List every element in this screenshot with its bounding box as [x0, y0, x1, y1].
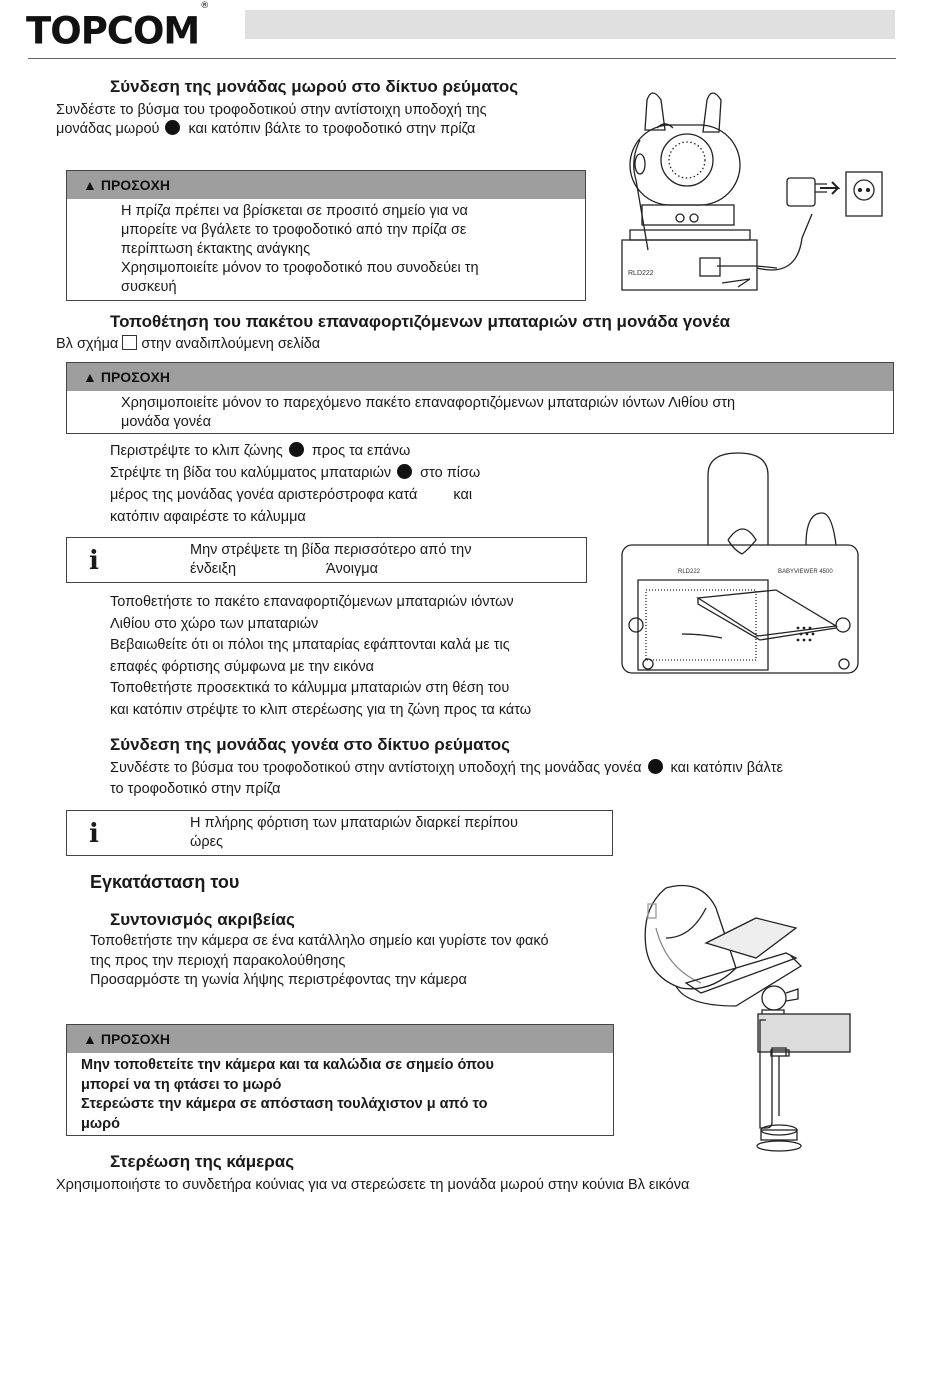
warning-header: ▲ ΠΡΟΣΟΧΗ — [67, 363, 893, 391]
warning-box — [66, 362, 894, 434]
info-text: Μην στρέψετε τη βίδα περισσότερο από την ένδειξη Άνοιγμα — [190, 542, 472, 577]
warning-text: Χρησιμοποιείτε μόνον το παρεχόμενο πακέτο επαναφορτιζόμενων μπαταριών ιόντων Λιθίου στη μονάδα γονέα — [121, 395, 736, 430]
step-text-block: Τοποθετήστε το πακέτο επαναφορτιζόμενων μπαταριών ιόντων Λιθίου στο χώρο των μπαταριών Βεβαιωθείτε ότι οι πόλοι της μπαταρίας εφάπτονται καλά με τις επαφές φόρτισης σύμφωνα με την εικόνα Τοποθετήστε προσεκτικά το κάλυμμα μπαταριών στη θέση του και κατόπιν στρέψτε το κλιπ στερέωσης για τη ζώνη προς τα κάτω — [110, 594, 532, 718]
section-title-camera-mounting: Στερέωση της κάμερας — [110, 1152, 295, 1171]
brand-logo: TOPCOM® — [26, 1, 209, 53]
body-text: μονάδας μωρού και κατόπιν βάλτε το τροφοδοτικό στην πρίζα — [56, 121, 476, 137]
bullet-dot-icon — [165, 120, 180, 135]
section-title-installation: Εγκατάσταση του — [90, 872, 240, 892]
warning-icon: ▲ — [83, 177, 97, 193]
info-icon: i — [89, 819, 99, 849]
step-text: κατόπιν αφαιρέστε το κάλυμμα — [110, 509, 306, 525]
header-bar — [245, 10, 895, 39]
warning-text: Η πρίζα πρέπει να βρίσκεται σε προσιτό σημείο για να μπορείτε να βγάλετε το τροφοδοτικό από την πρίζα σε περίπτωση έκτακτης ανάγκης Χρησιμοποιείτε μόνον το τροφοδοτικό που συνοδεύει τη συσκευή — [121, 203, 479, 295]
warning-box — [66, 170, 586, 301]
body-text: Συνδέστε το βύσμα του τροφοδοτικού στην αντίστοιχη υποδοχή της μονάδας γονέα και κατόπιν βάλτε — [110, 760, 783, 776]
body-text: το τροφοδοτικό στην πρίζα — [110, 781, 281, 797]
info-box — [66, 810, 613, 856]
body-text: Συνδέστε το βύσμα του τροφοδοτικού στην αντίστοιχη υποδοχή της — [56, 102, 487, 118]
body-text: Χρησιμοποιήστε το συνδετήρα κούνιας για να στερεώσετε τη μονάδα μωρού στην κούνια Βλ εικόνα — [56, 1177, 690, 1193]
info-text: Η πλήρης φόρτιση των μπαταριών διαρκεί περίπου ώρες — [190, 815, 518, 850]
step-text: Στρέψτε τη βίδα του καλύμματος μπαταριών στο πίσω — [110, 465, 481, 481]
warning-box — [66, 1024, 614, 1136]
step-text: μέρος της μονάδας γονέα αριστερόστροφα κατά και — [110, 487, 473, 503]
section-title-baby-unit-power: Σύνδεση της μονάδας μωρού στο δίκτυο ρεύματος — [110, 77, 519, 96]
bullet-dot-icon — [648, 759, 663, 774]
warning-icon: ▲ — [83, 1031, 97, 1047]
info-icon: i — [89, 546, 99, 576]
step-text: Περιστρέψτε το κλιπ ζώνης προς τα επάνω — [110, 443, 411, 459]
svg-text:RLD222: RLD222 — [678, 569, 701, 575]
section-title-battery-install: Τοποθέτηση του πακέτου επαναφορτιζόμενων μπαταριών στη μονάδα γονέα — [110, 312, 731, 331]
warning-header: ▲ ΠΡΟΣΟΧΗ — [67, 171, 585, 199]
section-title-parent-unit-power: Σύνδεση της μονάδας γονέα στο δίκτυο ρεύματος — [110, 735, 510, 754]
section-title-fine-tuning: Συντονισμός ακριβείας — [110, 910, 295, 929]
baby-unit-power-figure — [612, 80, 902, 300]
warning-icon: ▲ — [83, 369, 97, 385]
bullet-dot-icon — [289, 442, 304, 457]
svg-text:BABYVIEWER 4500: BABYVIEWER 4500 — [778, 569, 833, 575]
figure-number-box — [122, 335, 137, 350]
info-box — [66, 537, 587, 583]
parent-unit-battery-figure — [618, 450, 863, 690]
body-text-block: Τοποθετήστε την κάμερα σε ένα κατάλληλο σημείο και γυρίστε τον φακό της προς την περιοχή παρακολούθησης Προσαρμόστε τη γωνία λήψης περιστρέφοντας την κάμερα — [90, 933, 549, 988]
svg-text:RLD222: RLD222 — [628, 270, 654, 277]
header-rule — [28, 58, 896, 59]
bullet-dot-icon — [397, 464, 412, 479]
crib-clamp-figure — [636, 868, 854, 1156]
figure-reference: Βλ σχήμα στην αναδιπλούμενη σελίδα — [56, 336, 321, 352]
warning-text: Μην τοποθετείτε την κάμερα και τα καλώδια σε σημείο όπου μπορεί να τη φτάσει το μωρό Στερεώστε την κάμερα σε απόσταση τουλάχιστον μ από το μωρό — [81, 1057, 494, 1132]
warning-header: ▲ ΠΡΟΣΟΧΗ — [67, 1025, 613, 1053]
